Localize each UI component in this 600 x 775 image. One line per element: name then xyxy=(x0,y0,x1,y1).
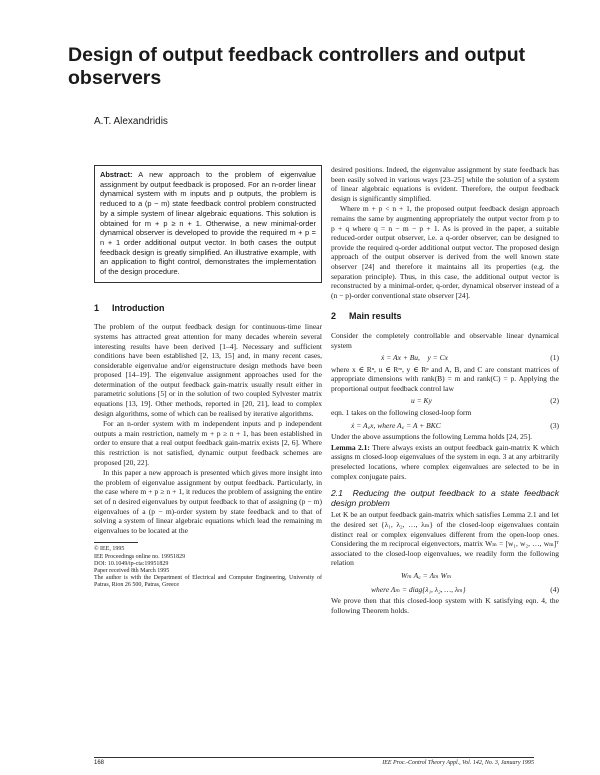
equation-4-where: where Λₘ = diag{λ₁, λ₂, …, λₘ} (4) xyxy=(371,584,559,594)
equation-2: u = Ky (2) xyxy=(411,396,559,406)
footnotes xyxy=(94,542,322,589)
abstract-box xyxy=(94,165,322,283)
paper-title: Design of output feedback controllers and output observers xyxy=(68,44,526,89)
abstract-text: A new approach to the problem of eigenvalue assignment by output feedback is proposed. For an n-order linear dynamical system with m inputs and p outputs, the problem is reduced to a (p − m) state feedback control problem constructed by a simple system of linear algebraic equations. This solution is obtained for m + p ≥ n + 1. Otherwise, a new minimal-order dynamical observer is developed to provide the required m + p = n + 1 order additional output vector. In both cases the output feedback design is greatly simplified. An illustrative example, with an application to flight control, demonstrates the implementation of the design procedure. xyxy=(100,170,316,277)
paragraph: For an n-order system with m independent inputs and p independent outputs a main restriction, namely m + p ≥ n + 1, has been established in order to ensure that a real output feedback gain-matrix exists [2, 6]. Where this restriction is not satisfied, dynamic output feedback schemes are proposed [20, 22]. xyxy=(94,419,322,467)
journal-citation: IEE Proc.-Control Theory Appl., Vol. 142, No. 3, January 1995 xyxy=(382,760,534,766)
paragraph: where x ∈ Rⁿ, u ∈ Rᵐ, y ∈ Rᵖ and A, B, and C are constant matrices of appropriate dimensions with rank(B) = m and rank(C) = p. Applying the proportional output feedback control law xyxy=(331,364,559,393)
lemma: Lemma 2.1: There always exists an output feedback gain-matrix K which assigns m closed-loop eigenvalues of the system in eqn. 3 at any arbitrarily preselected locations, where complex eigenvalues are selected to be in complex conjugate pairs. xyxy=(331,442,559,481)
paragraph: desired positions. Indeed, the eigenvalue assignment by state feedback has been easily solved in various ways [23–25] while the solution of a system of linear algebraic equations is evident. Therefore, the output feedback design is significantly simplified. xyxy=(331,165,559,203)
author: A.T. Alexandridis xyxy=(94,116,168,127)
paragraph: The problem of the output feedback design for continuous-time linear systems has attracted great attention for many decades wherein several interesting results have been derived [1–4]. Necessary and sufficient conditions have been established [2, 13, 15] and, in many recent cases, considerable eigenvalue and/or eigenstructure design methods have been proposed [14–19]. The eigenvalue assignment approaches used for the determination of the output feedback gain-matrix usually result either in parametric solutions [5] or in the solution of two coupled Sylvester matrix equations [13, 19]. Other methods, reported in [20, 21], lead to complex design algorithms, some of which can be realised by iterative algorithms. xyxy=(94,322,322,418)
equation-1: ẋ = Ax + Bu, y = Cx (1) xyxy=(381,353,559,363)
footnote-copyright: © IEE, 1995 xyxy=(94,546,125,553)
right-column xyxy=(331,165,559,616)
paragraph: In this paper a new approach is presented which gives more insight into the problem of eigenvalue assignment by output feedback. Particularly, in the case where m + p ≥ n + 1, it reduces the problem of assigning the entire set of n desired eigenvalues by output feedback to that of assigning (p − m) eigenvalues of a (p − m)-order system by state feedback and to that of solving a system of linear algebraic equations which lead the remaining m eigenvalues to be located at the xyxy=(94,468,322,535)
paragraph: Let K be an output feedback gain-matrix which satisfies Lemma 2.1 and let the desired set {λ₁, λ₂, …, λₘ} of the closed-loop eigenvalues contain distinct real or complex eigenvalues different from the open-loop ones. Considering the m reciprocal eigenvectors, matrix Wₘ = [w₁, w₂, …, wₘ]ᵀ associated to the closed-loop eigenvalues, we readily form the following relation xyxy=(331,510,559,568)
section-heading-main-results: 2 Main results xyxy=(331,311,402,322)
paragraph: Where m + p < n + 1, the proposed output feedback design approach remains the same by augmenting appropriately the output vector from p to p + q where q = n − m − p + 1. As is proved in the paper, a suitable reduced-order output observer, i.e. a q-order observer, can be designed to provide the required q-order additional output vector. The proposed design approach of the output observer is derived from the well known state observer [24] and therefore it maintains all its properties (e.g. the separation principle). Thus, in this case, the additional output vector is reconstructed by a minimal-order, q-order, dynamical observer instead of a (n − p)-order conventional state observer [24]. xyxy=(331,204,559,300)
footnote-received: Paper received 8th March 1995 xyxy=(94,568,170,574)
footer-rule xyxy=(94,757,534,758)
section-heading-introduction: 1 Introduction xyxy=(94,302,165,313)
equation-3: ẋ = A꜀x, where A꜀ = A + BKC (3) xyxy=(351,420,559,430)
paragraph: eqn. 1 takes on the following closed-loop form xyxy=(331,408,472,418)
footnote-doi: DOI: 10.1049/ip-cta:19951829 xyxy=(94,560,169,567)
abstract-label: Abstract: xyxy=(100,170,133,179)
subsection-heading: 2.1 Reducing the output feedback to a state feedback design problem xyxy=(331,488,559,508)
footnote-proceedings: IEE Proceedings online no. 19951829 xyxy=(94,553,186,560)
page-number: 168 xyxy=(94,760,105,766)
paragraph: Consider the completely controllable and observable linear dynamical system xyxy=(331,330,559,350)
paragraph: Under the above assumptions the following Lemma holds [24, 25]. xyxy=(331,432,533,442)
footnote-affiliation: The author is with the Department of Electrical and Computer Engineering, University of Patras, Rion 26 500, Patras, Greece xyxy=(94,575,322,589)
left-column xyxy=(94,165,322,590)
paragraph: We prove then that this closed-loop system with K satisfying eqn. 4, the following Theorem holds. xyxy=(331,596,559,615)
equation-4: Wₘ A꜀ = Λₘ Wₘ xyxy=(401,570,452,580)
